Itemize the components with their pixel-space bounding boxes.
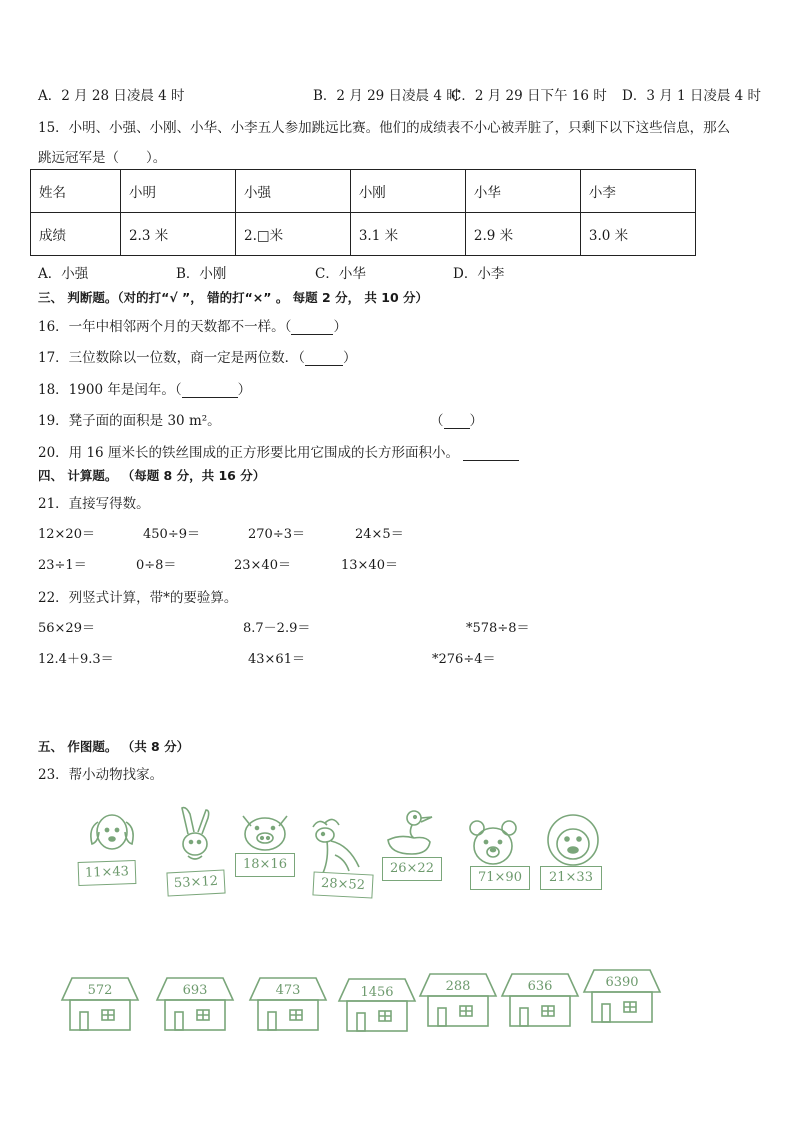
q19-open-paren: （: [430, 413, 444, 429]
animal-sign: 26×22: [382, 857, 442, 881]
house-number: 572: [87, 983, 113, 998]
answer-blank[interactable]: [291, 320, 333, 335]
q15-option-d: D．小李: [453, 266, 505, 282]
calc-item: 12.4＋9.3＝: [38, 652, 114, 667]
section-4-heading: 四、 计算题。 （每题 8 分，共 16 分）: [38, 468, 266, 483]
house-icon: [248, 974, 328, 1034]
animal-sign: 18×16: [235, 853, 295, 877]
score-table: [30, 169, 696, 256]
q19-close-paren: ）: [469, 413, 483, 429]
animal-sign: 53×12: [166, 869, 225, 896]
bear-icon: [465, 818, 521, 868]
table-cell: 姓名: [31, 170, 121, 213]
goat-icon: [305, 815, 367, 875]
calc-item: 450÷9＝: [143, 527, 200, 542]
calc-item: 24×5＝: [355, 527, 404, 542]
answer-blank[interactable]: [463, 446, 519, 461]
table-cell: 小华: [465, 170, 580, 213]
table-cell: 3.1 米: [350, 213, 465, 256]
calc-item: *578÷8＝: [466, 621, 530, 636]
table-cell: 2.9 米: [465, 213, 580, 256]
q20-item: [38, 441, 519, 461]
table-cell: 小刚: [350, 170, 465, 213]
q16-text: 16．一年中相邻两个月的天数都不一样。（: [38, 319, 292, 335]
house-number: 636: [527, 979, 553, 994]
table-cell: 小明: [120, 170, 235, 213]
q17-close-paren: ）: [342, 350, 357, 366]
calc-item: *276÷4＝: [432, 652, 496, 667]
q14-option-a: A．2 月 28 日凌晨 4 时: [38, 88, 185, 104]
monkey-icon: [540, 812, 606, 868]
calc-item: 270÷3＝: [248, 527, 305, 542]
rabbit-icon: [170, 804, 220, 866]
answer-blank[interactable]: [444, 414, 470, 429]
answer-blank[interactable]: [305, 351, 343, 366]
q15-option-c: C．小华: [315, 266, 366, 282]
q16-item: [38, 315, 347, 335]
animal-sign: 21×33: [540, 866, 602, 890]
house-icon: [155, 974, 235, 1034]
section-3-heading: 三、 判断题。（对的打“√ ”， 错的打“×” 。 每题 2 分， 共 10 分）: [38, 290, 429, 305]
table-cell: 成绩: [31, 213, 121, 256]
house-number: 693: [182, 983, 208, 998]
calc-item: 23÷1＝: [38, 558, 87, 573]
house-number: 473: [275, 983, 301, 998]
dog-icon: [82, 808, 142, 858]
house-icon: [500, 970, 580, 1030]
q22-text: 22．列竖式计算，带*的要验算。: [38, 590, 238, 606]
table-cell: 2.□米: [236, 213, 351, 256]
table-row: [31, 170, 696, 213]
q21-text: 21．直接写得数。: [38, 496, 150, 512]
q19-answer-paren: [430, 409, 483, 429]
q15-option-a: A．小强: [38, 266, 89, 282]
pig-icon: [235, 808, 295, 856]
calc-item: 12×20＝: [38, 527, 95, 542]
house-number: 288: [445, 979, 471, 994]
animal-sign: 28×52: [312, 871, 373, 898]
calc-item: 23×40＝: [234, 558, 291, 573]
q15-text-line2: 跳远冠军是（ ）。: [38, 150, 167, 166]
q18-item: [38, 378, 251, 398]
table-cell: 2.3 米: [120, 213, 235, 256]
calc-item: 43×61＝: [248, 652, 305, 667]
q15-option-b: B．小刚: [176, 266, 227, 282]
q15-text-line1: 15．小明、小强、小刚、小华、小李五人参加跳远比赛。他们的成绩表不小心被弄脏了，只剩下以下这些信息，那么: [38, 120, 731, 136]
animal-sign: 71×90: [470, 866, 530, 890]
animal-sign: 11×43: [78, 860, 137, 886]
calc-item: 13×40＝: [341, 558, 398, 573]
house-icon: [582, 966, 662, 1026]
house-icon: [418, 970, 498, 1030]
table-cell: 小李: [580, 170, 695, 213]
q18-close-paren: ）: [237, 382, 252, 398]
q23-text: 23．帮小动物找家。: [38, 767, 164, 783]
q14-option-c: C．2 月 29 日下午 16 时: [451, 88, 607, 104]
q16-close-paren: ）: [333, 319, 347, 335]
q14-option-d: D．3 月 1 日凌晨 4 时: [622, 88, 762, 104]
house-number: 6390: [605, 975, 639, 990]
calc-item: 56×29＝: [38, 621, 95, 636]
q14-option-b: B．2 月 29 日凌晨 4 时: [313, 88, 460, 104]
house-number: 1456: [360, 985, 394, 1000]
house-icon: [337, 975, 417, 1035]
table-cell: 3.0 米: [580, 213, 695, 256]
calc-item: 0÷8＝: [136, 558, 177, 573]
calc-item: 8.7－2.9＝: [243, 621, 311, 636]
q18-text: 18．1900 年是闰年。（: [38, 382, 182, 398]
q20-text: 20．用 16 厘米长的铁丝围成的正方形要比用它围成的长方形面积小。: [38, 445, 459, 461]
table-cell: 小强: [236, 170, 351, 213]
house-icon: [60, 974, 140, 1034]
section-5-heading: 五、 作图题。 （共 8 分）: [38, 739, 190, 754]
q17-text: 17．三位数除以一位数，商一定是两位数．（: [38, 350, 305, 366]
table-row: [31, 213, 696, 256]
answer-blank[interactable]: [182, 383, 238, 398]
duck-icon: [382, 808, 444, 860]
q17-item: [38, 346, 356, 366]
q19-text: 19．凳子面的面积是 30 m²。: [38, 413, 221, 429]
